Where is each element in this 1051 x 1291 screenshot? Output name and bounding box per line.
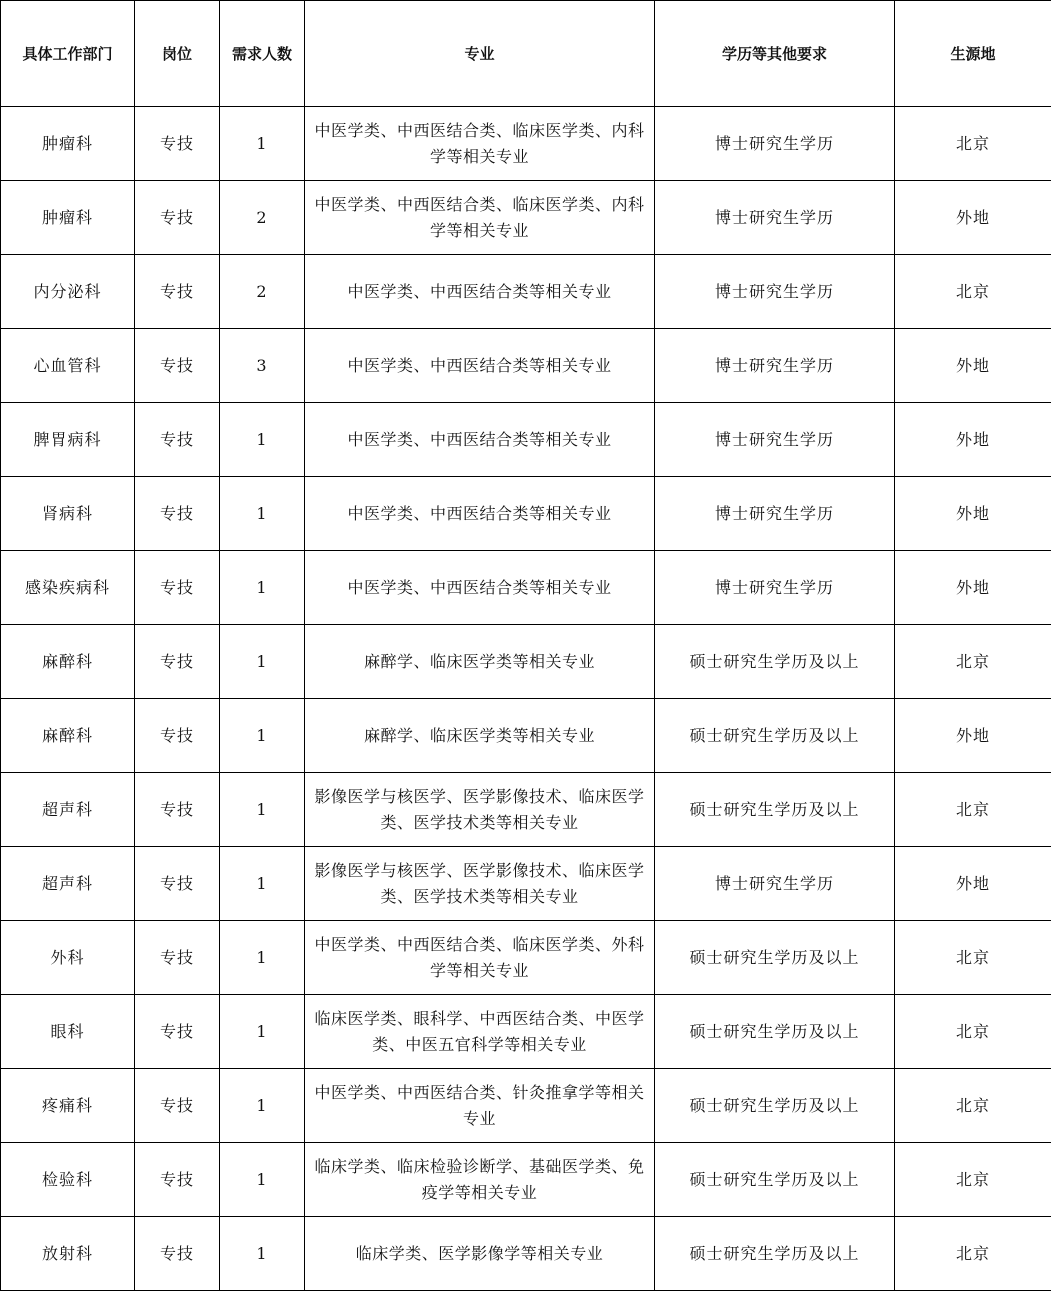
major-cell: 中医学类、中西医结合类、临床医学类、内科学等相关专业 [305,107,655,181]
origin-cell: 北京 [895,995,1051,1069]
major-cell: 中医学类、中西医结合类等相关专业 [305,255,655,329]
dept-cell: 麻醉科 [1,699,135,773]
post-cell: 专技 [135,921,220,995]
header-post: 岗位 [135,1,220,107]
origin-cell: 外地 [895,847,1051,921]
table-row [1,181,1051,255]
table-row [1,921,1051,995]
major-cell: 中医学类、中西医结合类等相关专业 [305,403,655,477]
count-cell: 1 [220,477,305,551]
table-row [1,403,1051,477]
origin-cell: 北京 [895,1217,1051,1291]
table-row [1,255,1051,329]
edu-cell: 硕士研究生学历及以上 [655,625,895,699]
header-major: 专业 [305,1,655,107]
major-cell: 中医学类、中西医结合类等相关专业 [305,477,655,551]
count-cell: 1 [220,1069,305,1143]
post-cell: 专技 [135,107,220,181]
dept-cell: 肿瘤科 [1,107,135,181]
header-edu: 学历等其他要求 [655,1,895,107]
origin-cell: 外地 [895,699,1051,773]
count-cell: 1 [220,625,305,699]
table-row [1,551,1051,625]
origin-cell: 外地 [895,181,1051,255]
edu-cell: 硕士研究生学历及以上 [655,995,895,1069]
major-cell: 中医学类、中西医结合类、临床医学类、内科学等相关专业 [305,181,655,255]
origin-cell: 北京 [895,107,1051,181]
edu-cell: 博士研究生学历 [655,181,895,255]
dept-cell: 眼科 [1,995,135,1069]
edu-cell: 硕士研究生学历及以上 [655,1143,895,1217]
origin-cell: 北京 [895,1143,1051,1217]
post-cell: 专技 [135,625,220,699]
origin-cell: 北京 [895,773,1051,847]
major-cell: 中医学类、中西医结合类、临床医学类、外科学等相关专业 [305,921,655,995]
count-cell: 1 [220,403,305,477]
dept-cell: 肾病科 [1,477,135,551]
edu-cell: 博士研究生学历 [655,551,895,625]
edu-cell: 博士研究生学历 [655,403,895,477]
post-cell: 专技 [135,477,220,551]
major-cell: 中医学类、中西医结合类、针灸推拿学等相关专业 [305,1069,655,1143]
count-cell: 2 [220,255,305,329]
major-cell: 中医学类、中西医结合类等相关专业 [305,551,655,625]
major-cell: 麻醉学、临床医学类等相关专业 [305,625,655,699]
edu-cell: 博士研究生学历 [655,477,895,551]
post-cell: 专技 [135,847,220,921]
post-cell: 专技 [135,699,220,773]
major-cell: 麻醉学、临床医学类等相关专业 [305,699,655,773]
table-row [1,477,1051,551]
post-cell: 专技 [135,1069,220,1143]
edu-cell: 硕士研究生学历及以上 [655,699,895,773]
post-cell: 专技 [135,551,220,625]
edu-cell: 硕士研究生学历及以上 [655,921,895,995]
count-cell: 1 [220,773,305,847]
count-cell: 1 [220,995,305,1069]
table-row [1,625,1051,699]
count-cell: 3 [220,329,305,403]
dept-cell: 心血管科 [1,329,135,403]
table-row [1,773,1051,847]
origin-cell: 北京 [895,921,1051,995]
count-cell: 1 [220,847,305,921]
dept-cell: 疼痛科 [1,1069,135,1143]
origin-cell: 外地 [895,551,1051,625]
post-cell: 专技 [135,995,220,1069]
major-cell: 临床学类、临床检验诊断学、基础医学类、免疫学等相关专业 [305,1143,655,1217]
dept-cell: 超声科 [1,847,135,921]
edu-cell: 硕士研究生学历及以上 [655,1217,895,1291]
origin-cell: 北京 [895,625,1051,699]
post-cell: 专技 [135,1143,220,1217]
origin-cell: 外地 [895,403,1051,477]
count-cell: 2 [220,181,305,255]
origin-cell: 外地 [895,477,1051,551]
origin-cell: 外地 [895,329,1051,403]
dept-cell: 超声科 [1,773,135,847]
count-cell: 1 [220,921,305,995]
dept-cell: 麻醉科 [1,625,135,699]
table-row [1,847,1051,921]
table-row [1,1217,1051,1291]
dept-cell: 外科 [1,921,135,995]
header-dept: 具体工作部门 [1,1,135,107]
dept-cell: 检验科 [1,1143,135,1217]
edu-cell: 博士研究生学历 [655,255,895,329]
count-cell: 1 [220,1217,305,1291]
major-cell: 中医学类、中西医结合类等相关专业 [305,329,655,403]
table-row [1,1069,1051,1143]
origin-cell: 北京 [895,255,1051,329]
edu-cell: 博士研究生学历 [655,847,895,921]
dept-cell: 内分泌科 [1,255,135,329]
dept-cell: 脾胃病科 [1,403,135,477]
count-cell: 1 [220,699,305,773]
post-cell: 专技 [135,403,220,477]
post-cell: 专技 [135,329,220,403]
major-cell: 影像医学与核医学、医学影像技术、临床医学类、医学技术类等相关专业 [305,773,655,847]
header-count: 需求人数 [220,1,305,107]
table-row [1,995,1051,1069]
major-cell: 临床学类、医学影像学等相关专业 [305,1217,655,1291]
count-cell: 1 [220,1143,305,1217]
count-cell: 1 [220,551,305,625]
table-row [1,699,1051,773]
edu-cell: 硕士研究生学历及以上 [655,1069,895,1143]
header-origin: 生源地 [895,1,1051,107]
edu-cell: 硕士研究生学历及以上 [655,773,895,847]
dept-cell: 感染疾病科 [1,551,135,625]
major-cell: 影像医学与核医学、医学影像技术、临床医学类、医学技术类等相关专业 [305,847,655,921]
dept-cell: 放射科 [1,1217,135,1291]
post-cell: 专技 [135,255,220,329]
post-cell: 专技 [135,1217,220,1291]
edu-cell: 博士研究生学历 [655,329,895,403]
table-row [1,107,1051,181]
edu-cell: 博士研究生学历 [655,107,895,181]
table-row [1,1143,1051,1217]
post-cell: 专技 [135,181,220,255]
post-cell: 专技 [135,773,220,847]
header-row [1,1,1051,107]
major-cell: 临床医学类、眼科学、中西医结合类、中医学类、中医五官科学等相关专业 [305,995,655,1069]
origin-cell: 北京 [895,1069,1051,1143]
dept-cell: 肿瘤科 [1,181,135,255]
count-cell: 1 [220,107,305,181]
table-row [1,329,1051,403]
